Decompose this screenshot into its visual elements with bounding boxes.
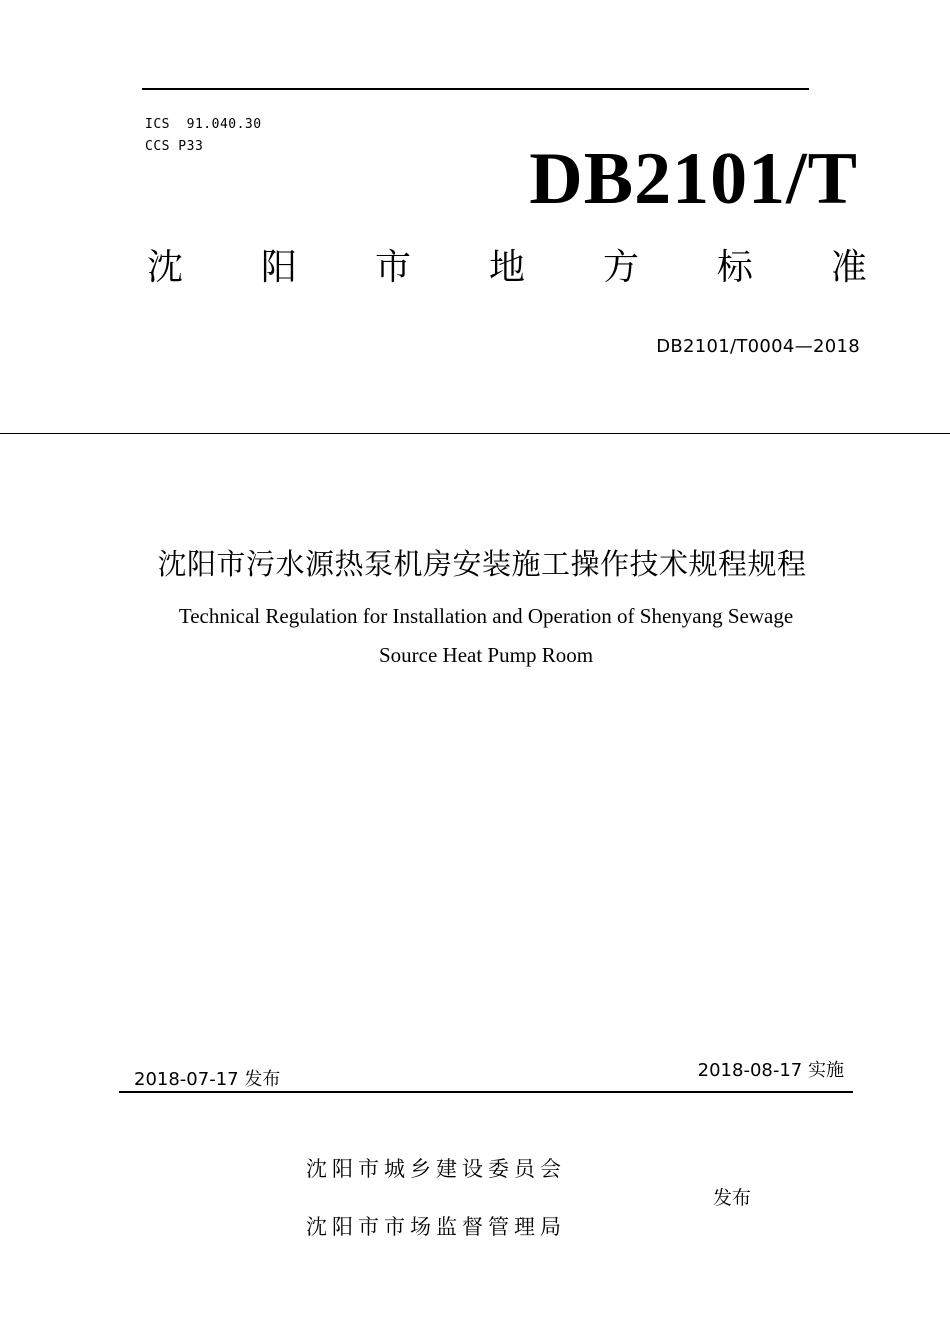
standard-type-char: 沈 [147, 247, 184, 288]
publish-date: 2018-07-17 发布 [134, 1069, 281, 1090]
standard-type-char: 准 [830, 247, 867, 288]
ics-code: ICS 91.040.30 [145, 117, 262, 132]
standard-prefix: DB2101/T [529, 138, 858, 220]
standard-type-char: 市 [374, 247, 411, 288]
ccs-code: CCS P33 [145, 139, 204, 154]
issuer-market-supervision-bureau: 沈阳市市场监督管理局 [306, 1215, 566, 1239]
middle-rule [0, 433, 950, 434]
standard-type-char: 阳 [260, 247, 297, 288]
title-english-line2: Source Heat Pump Room [378, 643, 594, 667]
issued-label: 发布 [713, 1187, 752, 1209]
issuer-construction-committee: 沈阳市城乡建设委员会 [306, 1157, 566, 1181]
standard-number: DB2101/T0004—2018 [656, 336, 860, 357]
title-english-line1: Technical Regulation for Installation and Operation of Shenyang Sewage [178, 604, 794, 628]
title-chinese: 沈阳市污水源热泵机房安装施工操作技术规程规程 [157, 547, 807, 581]
bottom-rule [119, 1091, 853, 1093]
standard-type-char: 地 [488, 247, 525, 288]
standard-type [147, 247, 867, 288]
standard-type-char: 标 [716, 247, 753, 288]
standard-type-char: 方 [602, 247, 639, 288]
effective-date: 2018-08-17 实施 [697, 1060, 844, 1081]
top-rule [142, 88, 809, 90]
